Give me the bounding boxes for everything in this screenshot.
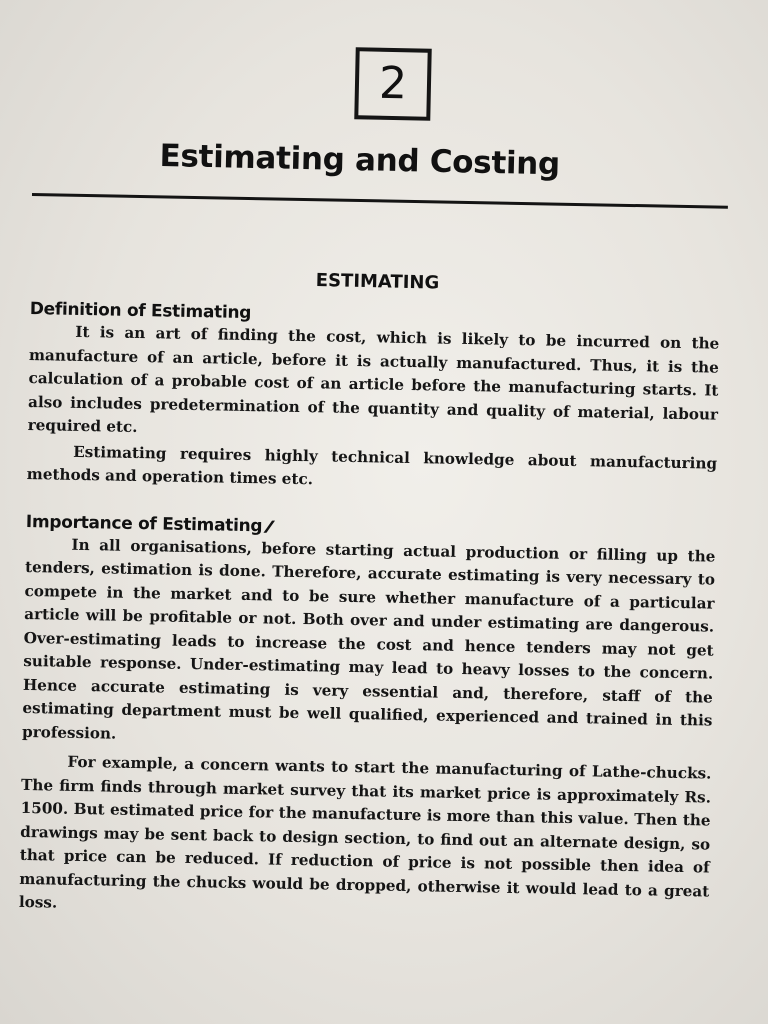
chapter-number-box [354, 47, 431, 121]
page-body [19, 298, 720, 927]
section-title: ESTIMATING [315, 270, 440, 294]
importance-heading: Importance of Estimating [25, 511, 263, 536]
definition-paragraph-2: Estimating requires highly technical knowledge about manufacturing methods and operation times etc. [26, 442, 718, 489]
importance-paragraph-2: For example, a concern wants to start the manufacturing of Lathe-chucks. The firm finds through market survey that its market price is approximately Rs. 1500. But estimated price for the manufacture is more than this value. Then the drawings may be sent back to design section, to find out an alternate design, so that price can be reduced. If reduction of price is not possible then idea of manufacturing the chucks would be dropped, otherwise it would lead to a great loss. [18, 752, 712, 912]
definition-heading: Definition of Estimating [29, 298, 252, 324]
chapter-number: 2 [378, 57, 408, 110]
title-underline [32, 193, 728, 209]
definition-paragraph-1: It is an art of finding the cost, which is likely to be incurred on the manufacture of an article, before it is actually manufactured. Thus, it is the calculation of a probable cost of an article before the manufacturing starts. It also includes predetermination of the quantity and quality of material, labour required etc. [27, 322, 720, 436]
importance-paragraph-1: In all organisations, before starting actual production or filling up the tenders, estimation is done. Therefore, accurate estimating is very necessary to compete in the market and to be sure whether manufacture of a particular article will be profitable or not. Both over and under estimating are dangerous. Over-estimating leads to increase the cost and hence tenders may not get suitable response. Under-estimating may lead to heavy losses to the concern. Hence accurate estimating is very essential and, therefore, staff of the estimating department must be well qualified, experienced and trained in this profession. [21, 535, 716, 743]
chapter-title: Estimating and Costing [159, 138, 561, 183]
pen-mark-icon: // [262, 516, 273, 535]
